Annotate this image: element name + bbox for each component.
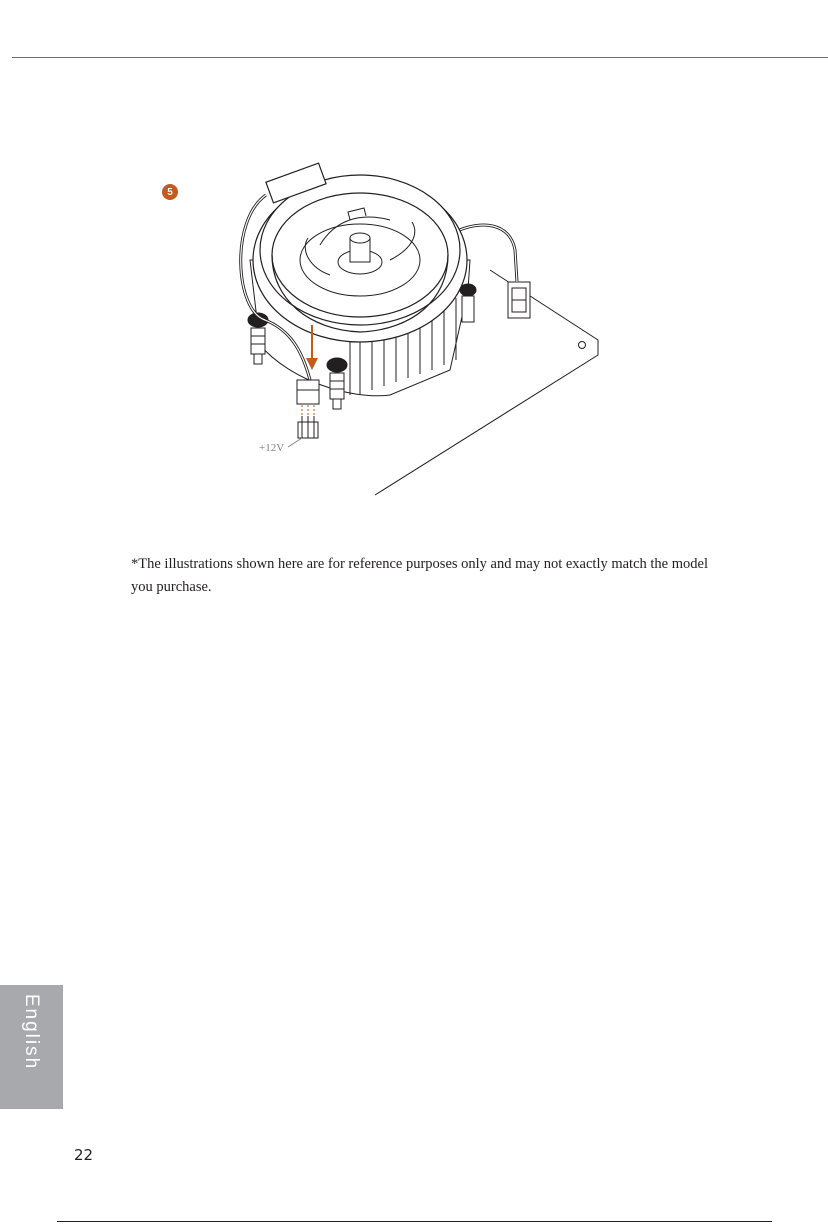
fan-cable-plug: [297, 380, 319, 404]
language-tab-label: English: [21, 993, 42, 1071]
cpu-fan-header-pins: [298, 416, 318, 438]
page-number: 22: [74, 1146, 94, 1164]
fan-connector-on-board: [508, 282, 530, 318]
language-side-tab: [0, 985, 63, 1109]
step-number-badge: 5: [162, 184, 178, 200]
cpu-fan-installation-illustration: [150, 150, 630, 500]
footer-rule: [57, 1221, 772, 1222]
voltage-label: +12V: [259, 442, 285, 454]
disclaimer-note: *The illustrations shown here are for reference purposes only and may not exactly match the model you purchase.: [131, 556, 708, 595]
screw-front: [327, 358, 347, 409]
header-rule: [12, 57, 828, 58]
mounting-hole: [579, 342, 586, 349]
voltage-leader-line: [288, 438, 302, 447]
screw-right: [460, 284, 476, 322]
